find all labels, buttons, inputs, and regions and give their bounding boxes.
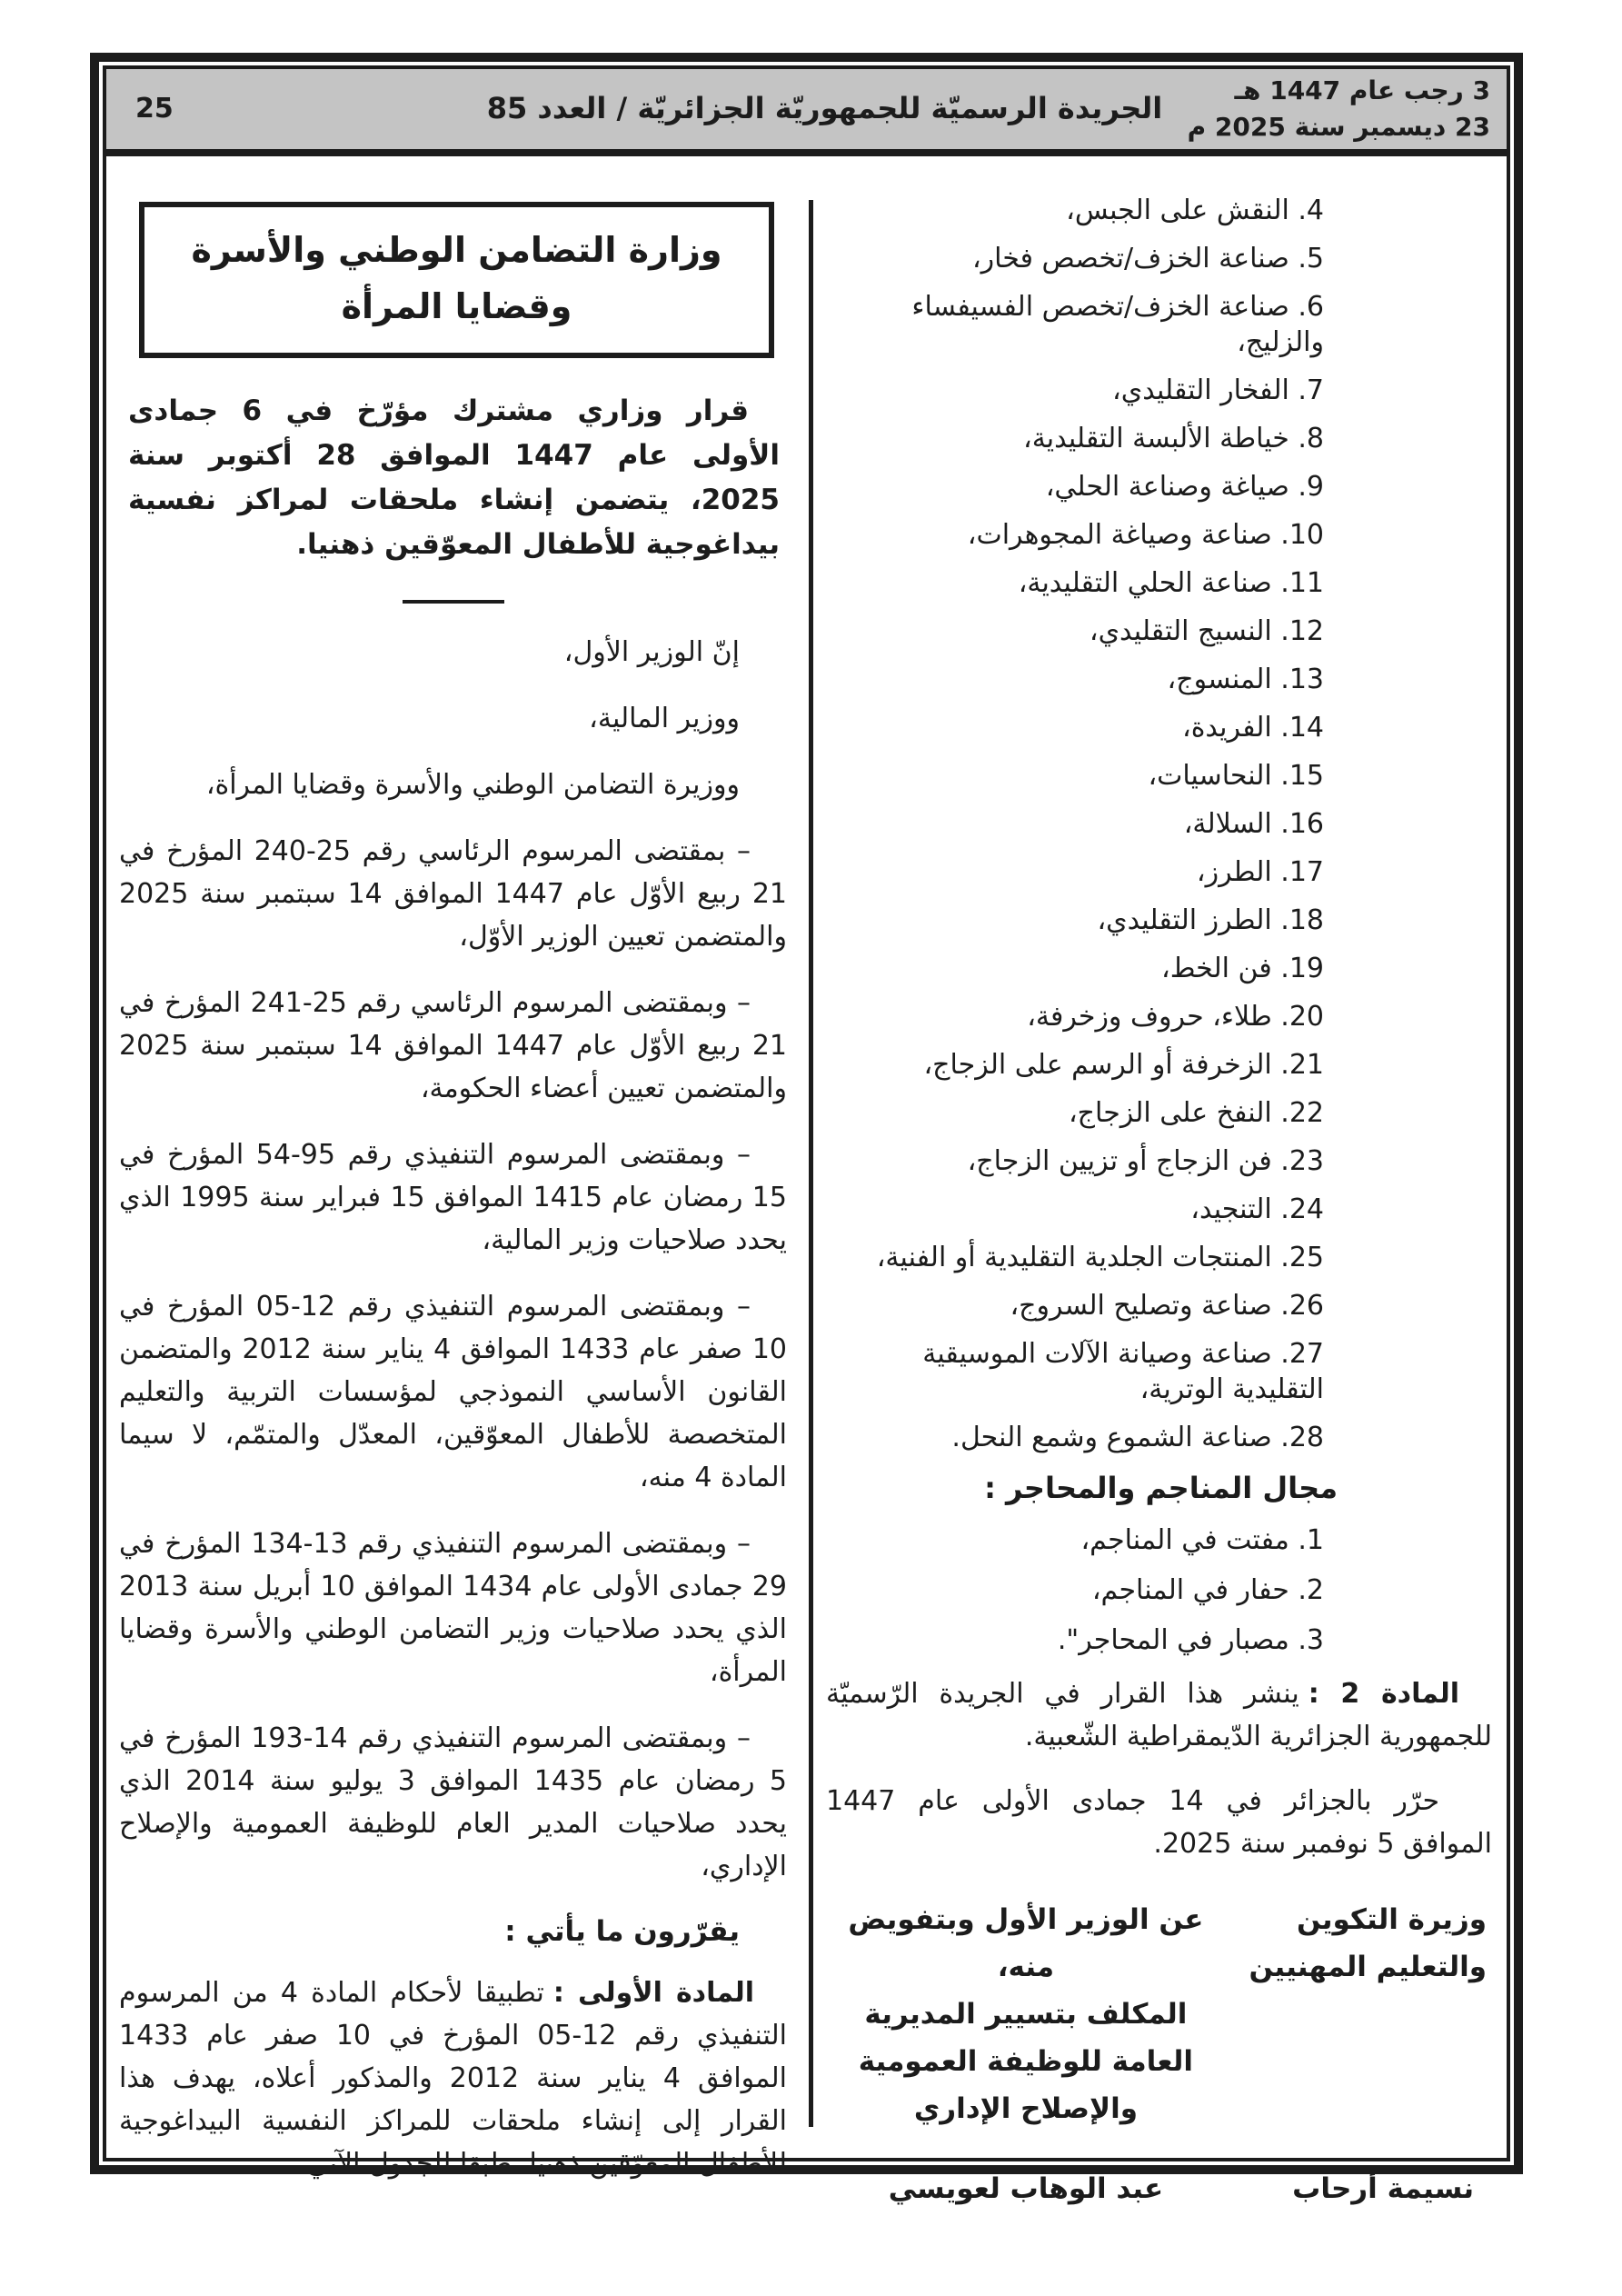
visa-paragraph: – وبمقتضى المرسوم التنفيذي رقم 14-193 المؤرخ في 5 رمضان عام 1435 الموافق 3 يوليو سنة 2014 الذي يحدد صلاحيات المدير العام للوظيفة العمومية والإصلاح الإداري، [119,1722,788,1882]
craft-item: 17. الطرز، [1196,856,1324,888]
preamble-line: ووزيرة التضامن الوطني والأسرة وقضايا المرأة، [205,769,740,801]
craft-item: 16. السلالة، [1183,808,1324,840]
article-1-label: المادة الأولى : [552,1977,754,2009]
issued-line: حرّر بالجزائر في 14 جمادى الأولى عام 1447 الموافق 5 نوفمبر سنة 2025. [826,1785,1492,1860]
ministry-title-lines [152,222,761,334]
craft-item: 14. الفريدة، [1182,712,1324,744]
article-2-label: المادة 2 : [1308,1678,1459,1710]
craft-item: 21. الزخرفة أو الرسم على الزجاج، [923,1049,1324,1081]
signer-title-line: عن الوزير الأول وبتفويض منه، [848,1903,1204,1983]
ministry-title-line: وزارة التضامن الوطني والأسرة [191,230,722,270]
mine-item: 2. حفار في المناجم، [1091,1574,1324,1606]
craft-item: 6. صناعة الخزف/تخصص الفسيفساء والزليج، [911,291,1324,358]
craft-item: 19. فن الخط، [1161,953,1324,984]
craft-item: 28. صناعة الشموع وشمع النحل. [951,1422,1324,1453]
mine-item: 3. مصبار في المحاجر". [1057,1624,1324,1656]
date-block [1188,73,1490,145]
preamble-list [119,631,787,806]
mines-heading: مجال المناجم والمحاجر : [984,1471,1338,1505]
journal-title: الجريدة الرسميّة للجمهوريّة الجزائريّة / العدد 85 [486,91,1163,125]
ministry-title-box [139,202,774,358]
signer-title-line: المكلف بتسيير المديرية [864,1998,1188,2031]
preamble-line: ووزير المالية، [589,703,740,734]
craft-item: 25. المنتجات الجلدية التقليدية أو الفنية، [876,1242,1324,1273]
page-header [106,69,1507,156]
page-inner-frame [103,65,1510,2205]
left-column [119,193,787,2185]
signer-title-line: والتعليم المهنيين [1249,1951,1487,1983]
date-gregorian: 23 ديسمبر سنة 2025 م [1187,112,1490,142]
signer-title-line: وزيرة التكوين [1296,1903,1487,1936]
signer-delegate [826,1896,1226,2205]
signer-delegate-name: عبد الوهاب لعويسي [888,2172,1164,2205]
right-column [826,193,1492,2205]
craft-item: 12. النسيج التقليدي، [1089,615,1324,647]
ministry-title-line: وقضايا المرأة [341,286,572,326]
craft-item: 23. فن الزجاج أو تزيين الزجاج، [967,1145,1324,1177]
date-hijri: 3 رجب عام 1447 هـ [1234,75,1490,105]
craft-item: 8. خياطة الألبسة التقليدية، [1023,423,1324,454]
craft-item: 5. صناعة الخزف/تخصص فخار، [972,243,1324,275]
craft-item: 15. النحاسيات، [1148,760,1324,792]
article-2 [826,1672,1492,1758]
mine-items-list [826,1522,1492,1658]
signer-title-line: العامة للوظيفة العمومية [858,2045,1194,2078]
column-divider [809,200,813,2127]
craft-item: 7. الفخار التقليدي، [1112,374,1324,406]
visa-paragraph: – وبمقتضى المرسوم الرئاسي رقم 25-241 المؤرخ في 21 ربيع الأوّل عام 1447 الموافق 14 سبتمبر سنة 2025 والمتضمن تعيين أعضاء الحكومة، [119,987,787,1104]
craft-item: 4. النقش على الجبس، [1066,195,1324,226]
preamble-line: إنّ الوزير الأول، [563,636,740,668]
signer-minister-title [1226,1896,1492,1991]
signer-minister [1226,1896,1492,2205]
separator-rule [403,600,504,604]
article-1 [119,1972,787,2185]
craft-items-list [826,193,1492,1455]
decree-title: قرار وزاري مشترك مؤرّخ في 6 جمادى الأولى عام 1447 الموافق 28 أكتوبر سنة 2025، يتضمن إنشاء ملحقات لمراكز نفسية بيداغوجية للأطفال المعوّقين ذهنيا. [128,394,780,561]
craft-item: 26. صناعة وتصليح السروج، [1010,1290,1324,1322]
craft-item: 24. التنجيد، [1190,1193,1324,1225]
craft-item: 20. طلاء، حروف وزخرفة، [1027,1001,1324,1033]
visa-paragraph: – بمقتضى المرسوم الرئاسي رقم 25-240 المؤرخ في 21 ربيع الأوّل عام 1447 الموافق 14 سبتمبر سنة 2025 والمتضمن تعيين الوزير الأوّل، [119,835,787,953]
craft-item: 27. صناعة وصيانة الآلات الموسيقية التقليدية الوترية، [922,1338,1324,1405]
craft-item: 22. النفخ على الزجاج، [1069,1097,1324,1129]
page-outer-frame [90,53,1523,2205]
signer-delegate-title [826,1896,1226,2132]
decide-line: يقرّرون ما يأتي : [504,1915,740,1948]
visa-paragraph: – وبمقتضى المرسوم التنفيذي رقم 13-134 المؤرخ في 29 جمادى الأولى عام 1434 الموافق 10 أبريل سنة 2013 الذي يحدد صلاحيات وزير التضامن الوطني والأسرة وقضايا المرأة، [119,1528,787,1688]
signer-title-line: والإصلاح الإداري [913,2092,1138,2125]
signer-minister-name: نسيمة أرحاب [1292,2172,1474,2205]
craft-item: 10. صناعة وصياغة المجوهرات، [967,519,1324,551]
visa-list [119,830,787,1888]
article-2-text: ينشر هذا القرار في الجريدة الرّسميّة للجمهورية الجزائرية الدّيمقراطية الشّعبية. [826,1678,1492,1752]
article-1-text: تطبيقا لأحكام المادة 4 من المرسوم التنفيذي رقم 12-05 المؤرخ في 10 صفر عام 1433 الموافق 4 يناير سنة 2012 والمذكور أعلاه، يهدف هذا القرار إلى إنشاء ملحقات للمراكز النفسية البيداغوجية للأطفال المعوّقين ذهنيا، طبقا للجدول الآتي : [119,1977,787,2180]
craft-item: 9. صياغة وصناعة الحلي، [1045,471,1324,503]
craft-item: 13. المنسوج، [1167,664,1324,695]
signature-block [826,1896,1492,2205]
mine-item: 1. مفتت في المناجم، [1080,1524,1324,1556]
visa-paragraph: – وبمقتضى المرسوم التنفيذي رقم 95-54 المؤرخ في 15 رمضان عام 1415 الموافق 15 فبراير سنة 1995 الذي يحدد صلاحيات وزير المالية، [119,1139,787,1256]
craft-item: 11. صناعة الحلي التقليدية، [1018,567,1324,599]
craft-item: 18. الطرز التقليدي، [1097,904,1324,936]
visa-paragraph: – وبمقتضى المرسوم التنفيذي رقم 12-05 المؤرخ في 10 صفر عام 1433 الموافق 4 يناير سنة 2012 والمتضمن القانون الأساسي النموذجي لمؤسسات التربية والتعليم المتخصصة للأطفال المعوّقين، المعدّل والمتمّم، لا سيما المادة 4 منه، [119,1291,787,1493]
page-number: 25 [135,93,174,125]
